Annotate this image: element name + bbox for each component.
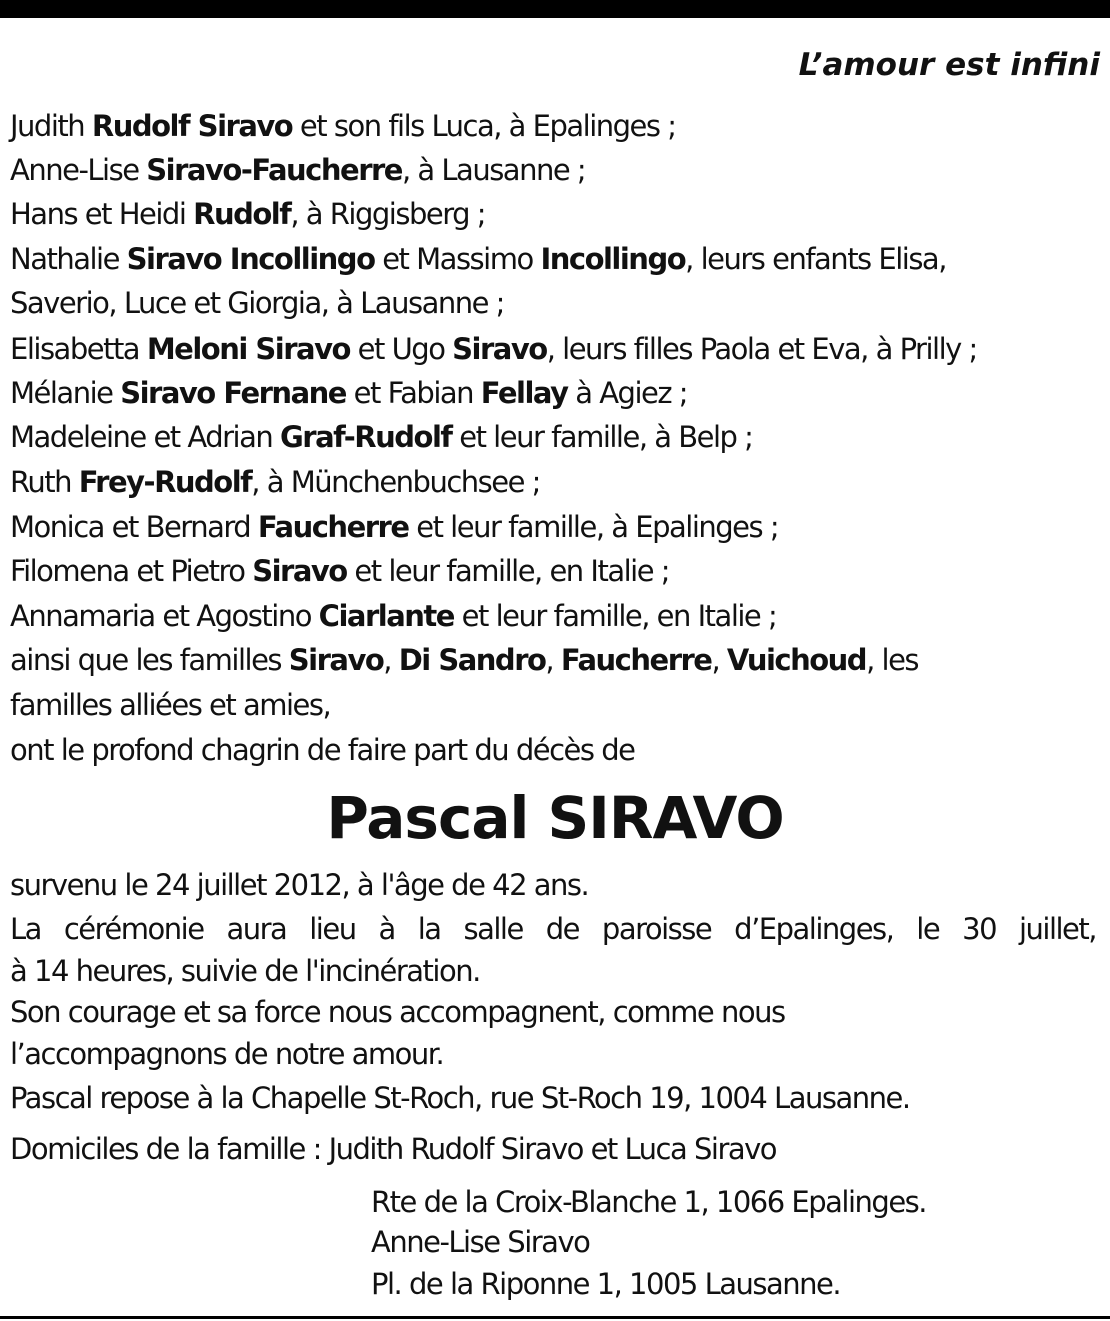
family-line: Mélanie Siravo Fernane et Fabian Fellay à Agiez ; — [10, 376, 688, 410]
deceased-name: Pascal SIRAVO — [326, 784, 784, 852]
family-line: Filomena et Pietro Siravo et leur famille, en Italie ; — [10, 554, 670, 588]
announcement-line: ont le profond chagrin de faire part du décès de — [10, 733, 635, 767]
body-line: l’accompagnons de notre amour. — [10, 1037, 444, 1071]
family-line: Elisabetta Meloni Siravo et Ugo Siravo, leurs filles Paola et Eva, à Prilly ; — [10, 332, 977, 366]
address-line: Anne-Lise Siravo — [371, 1225, 590, 1259]
family-line: Anne-Lise Siravo-Faucherre, à Lausanne ; — [10, 153, 586, 187]
domicile-line: Domiciles de la famille : Judith Rudolf Siravo et Luca Siravo — [10, 1132, 777, 1166]
body-line: Son courage et sa force nous accompagnent, comme nous — [10, 995, 785, 1029]
body-line: survenu le 24 juillet 2012, à l'âge de 42 ans. — [10, 868, 589, 902]
bottom-rule — [0, 1316, 1110, 1319]
family-line: Judith Rudolf Siravo et son fils Luca, à Epalinges ; — [10, 109, 676, 143]
family-line: Hans et Heidi Rudolf, à Riggisberg ; — [10, 197, 486, 231]
family-line: Madeleine et Adrian Graf-Rudolf et leur famille, à Belp ; — [10, 420, 753, 454]
motto: L’amour est infini — [798, 47, 1100, 83]
body-line: à 14 heures, suivie de l'incinération. — [10, 954, 480, 988]
address-line: Pl. de la Riponne 1, 1005 Lausanne. — [371, 1267, 841, 1301]
family-line: familles alliées et amies, — [10, 688, 331, 722]
family-line: Nathalie Siravo Incollingo et Massimo Incollingo, leurs enfants Elisa, — [10, 242, 946, 276]
top-rule — [0, 0, 1110, 18]
family-line: Monica et Bernard Faucherre et leur famille, à Epalinges ; — [10, 510, 779, 544]
address-line: Rte de la Croix-Blanche 1, 1066 Epalinges. — [371, 1185, 926, 1219]
family-line: Ruth Frey-Rudolf, à Münchenbuchsee ; — [10, 465, 540, 499]
family-line: ainsi que les familles Siravo, Di Sandro, Faucherre, Vuichoud, les — [10, 643, 919, 677]
family-line: Saverio, Luce et Giorgia, à Lausanne ; — [10, 286, 504, 320]
body-line: Pascal repose à la Chapelle St-Roch, rue St-Roch 19, 1004 Lausanne. — [10, 1081, 910, 1115]
body-line: La cérémonie aura lieu à la salle de paroisse d’Epalinges, le 30 juillet, — [10, 912, 1096, 946]
family-line: Annamaria et Agostino Ciarlante et leur famille, en Italie ; — [10, 599, 777, 633]
